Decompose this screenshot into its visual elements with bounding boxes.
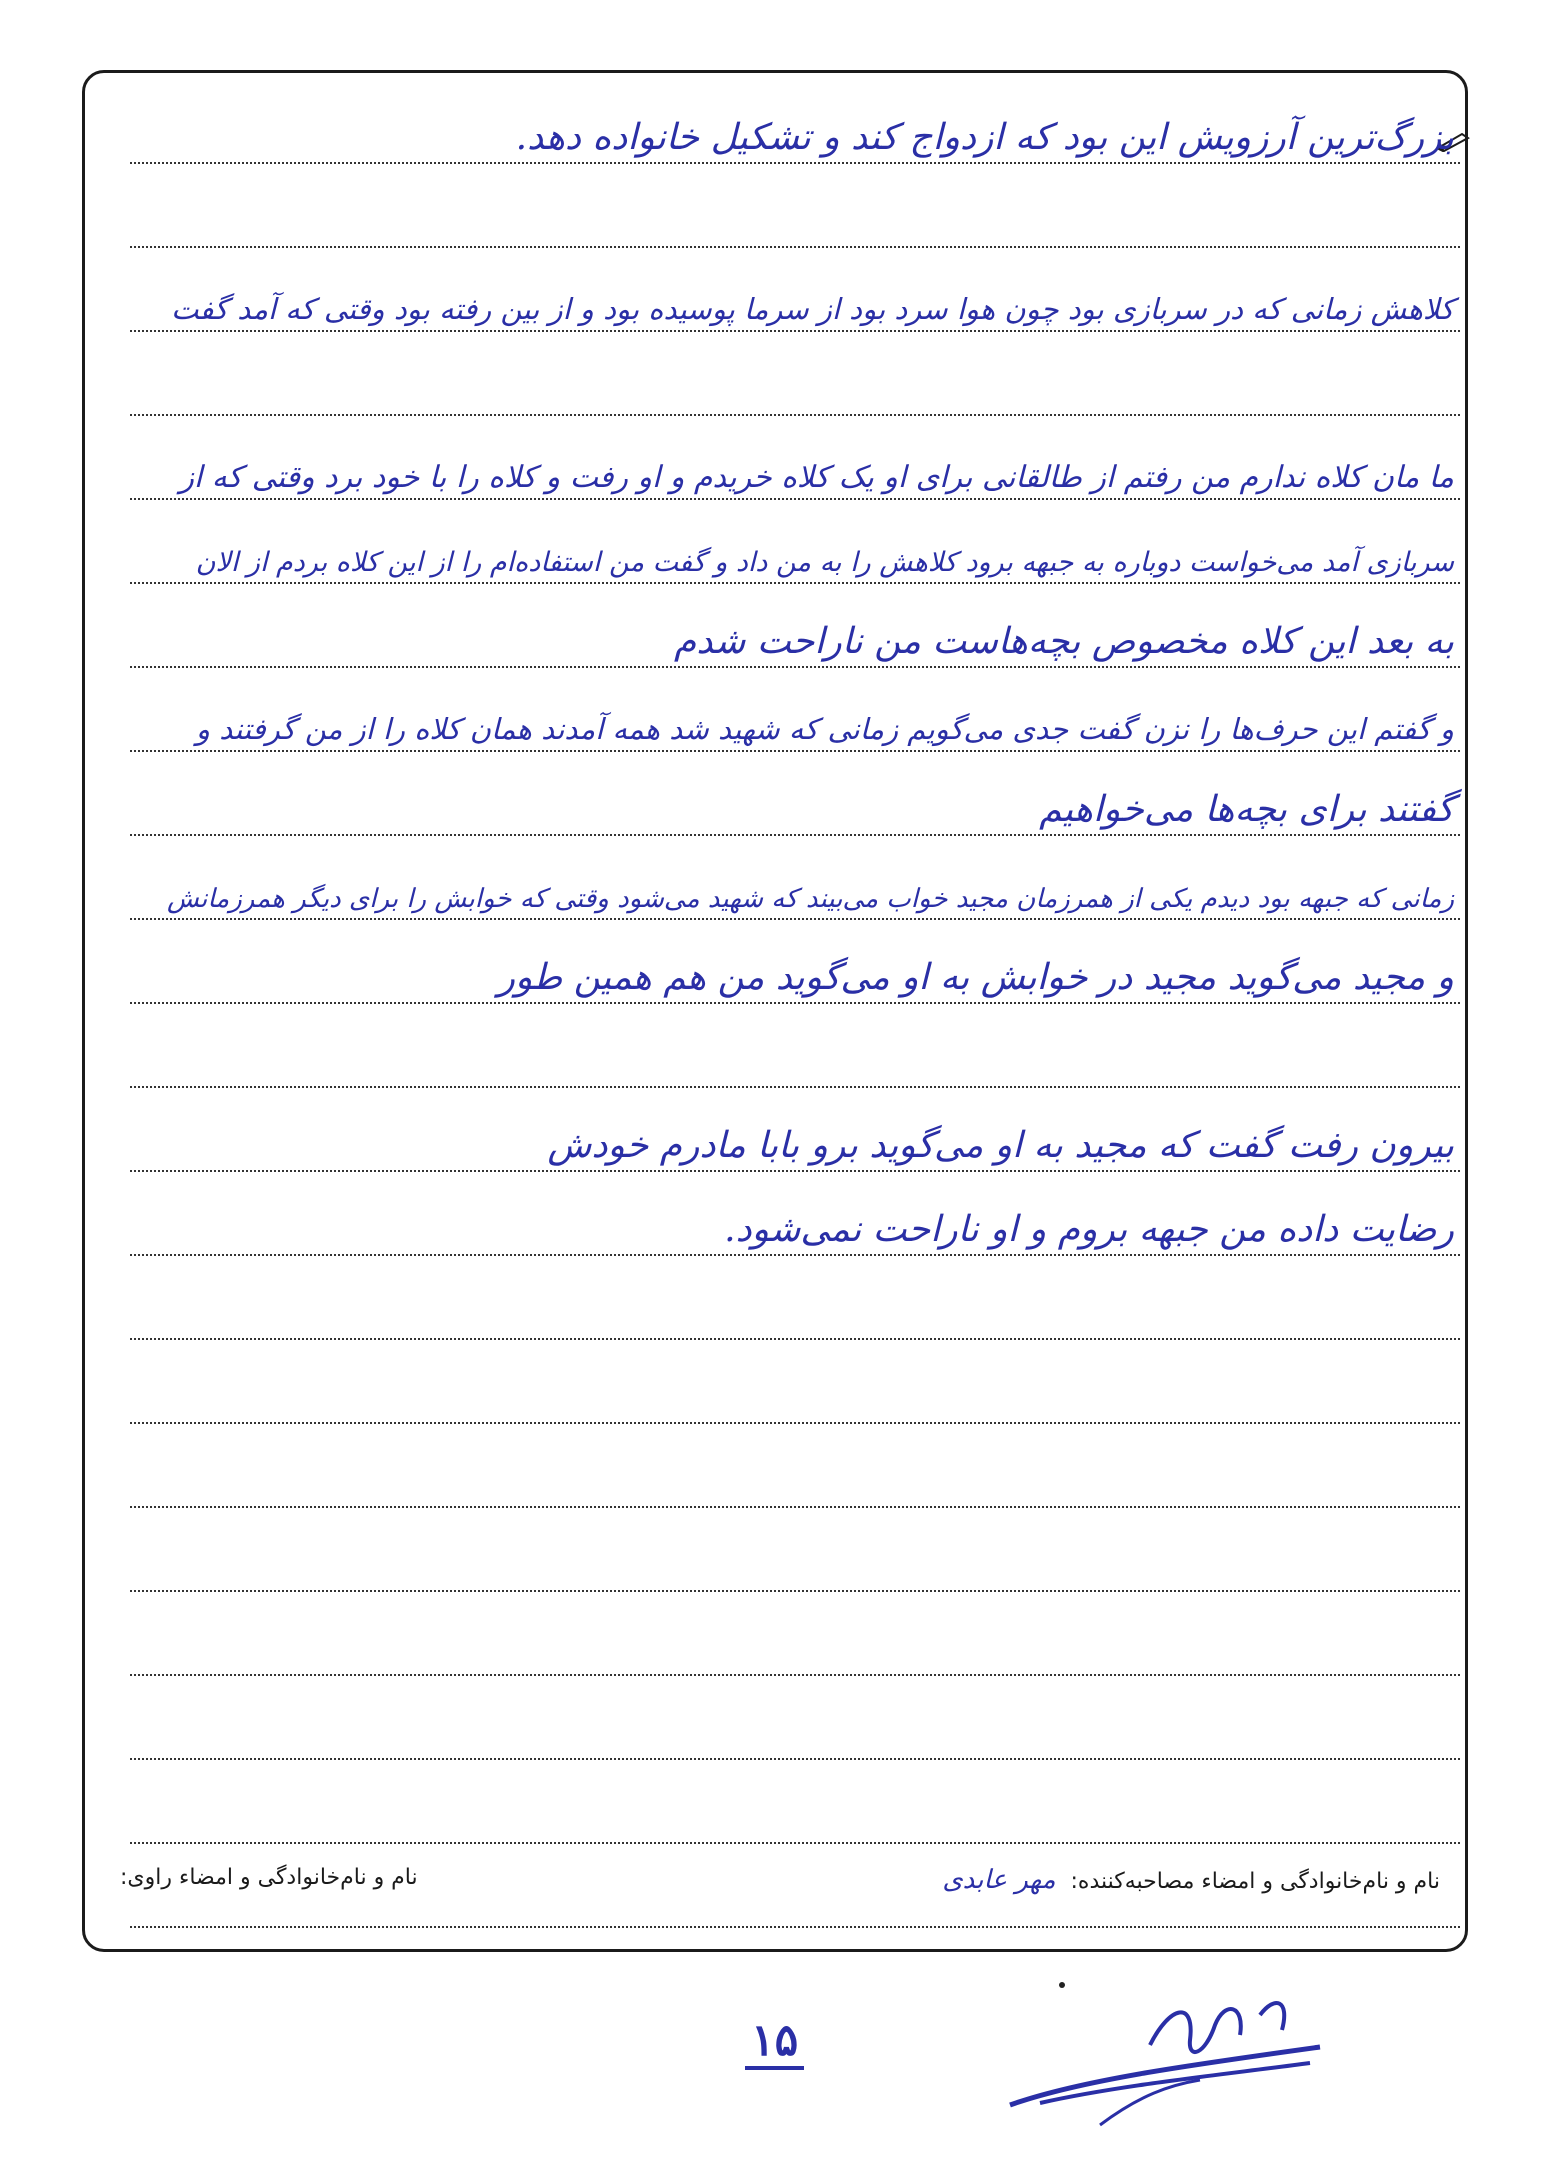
handwritten-text: گفتند برای بچه‌ها می‌خواهیم [1039,789,1454,831]
text-line [130,1172,1460,1256]
footer [120,1865,1440,1895]
text-line [130,332,1460,416]
handwritten-text: زمانی که جبهه بود دیدم یکی از همرزمان مجید خواب می‌بیند که شهید می‌شود وقتی که خوابش را برای دیگر همرزمانش [166,884,1454,915]
text-line [130,1004,1460,1088]
handwritten-lines [130,80,1460,1928]
text-line [130,668,1460,752]
text-line [130,164,1460,248]
handwritten-text: و مجید می‌گوید مجید در خوابش به او می‌گوید من هم همین طور [497,957,1454,999]
handwritten-text: کلاهش زمانی که در سربازی بود چون هوا سرد بود از سرما پوسیده بود و از بین رفته بود وقتی که آمد گفت [171,292,1454,327]
interviewer-signature: مهر عابدی [942,1865,1056,1895]
handwritten-text: رضایت داده من جبهه بروم و او ناراحت نمی‌شود. [724,1209,1454,1251]
text-line [130,836,1460,920]
text-line [130,1340,1460,1424]
text-line [130,584,1460,668]
text-line [130,920,1460,1004]
narrator-signature-block [120,1865,418,1895]
text-line [130,1676,1460,1760]
text-line [130,80,1460,164]
text-line [130,1424,1460,1508]
text-line [130,248,1460,332]
text-line [130,1760,1460,1844]
handwritten-text: بیرون رفت گفت که مجید به او می‌گوید برو بابا مادرم خودش [547,1125,1454,1167]
handwritten-text: سربازی آمد می‌خواست دوباره به جبهه برود کلاهش را به من داد و گفت من استفاده‌ام را از این کلاه بردم از الان [195,547,1454,579]
text-line [130,1508,1460,1592]
handwritten-text: ما مان کلاه ندارم من رفتم از طالقانی برای او یک کلاه خریدم و او رفت و کلاه را با خود برد وقتی که از [179,460,1454,495]
text-line [130,752,1460,836]
interviewer-signature-block [942,1865,1440,1895]
interviewer-label: نام و نام‌خانوادگی و امضاء مصاحبه‌کننده: [1070,1869,1440,1894]
narrator-label: نام و نام‌خانوادگی و امضاء راوی: [120,1865,418,1890]
page-number: ۱۵ [745,2015,804,2070]
text-line [130,1256,1460,1340]
handwritten-text: و گفتم این حرف‌ها را نزن گفت جدی می‌گویم زمانی که شهید شد همه آمدند همان کلاه را از من گرفتند و [195,712,1454,747]
text-line [130,1592,1460,1676]
text-line [130,500,1460,584]
text-line [130,416,1460,500]
signature-mark [1000,1985,1330,2135]
handwritten-text: به بعد این کلاه مخصوص بچه‌هاست من ناراحت شدم [674,621,1454,663]
handwritten-text: بزرگ‌ترین آرزویش این بود که ازدواج کند و تشکیل خانواده دهد. [515,117,1454,159]
text-line [130,1088,1460,1172]
